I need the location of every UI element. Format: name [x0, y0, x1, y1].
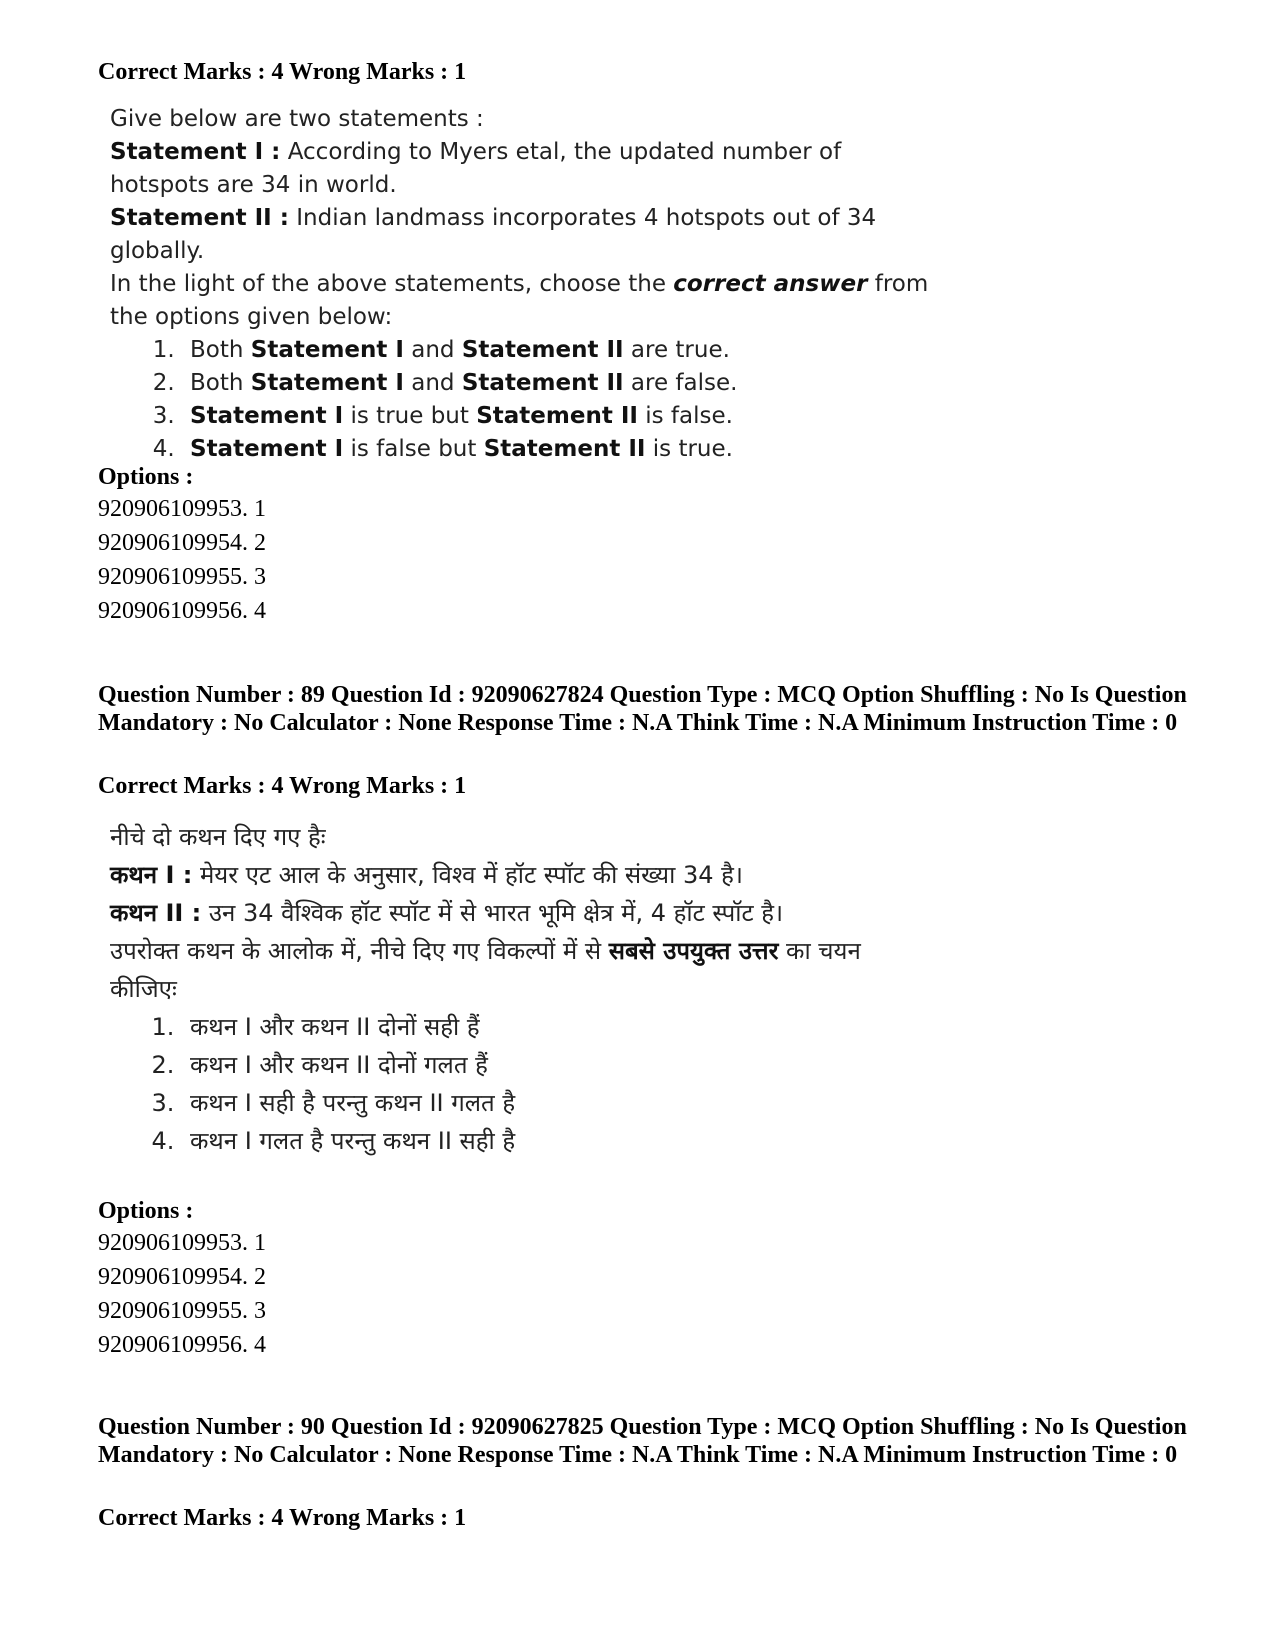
statement-2	[110, 894, 930, 932]
emphasis-text: correct answer	[673, 271, 868, 297]
option-item: 920906109954. 2	[98, 530, 266, 556]
choice-item: 3. Statement I is true but Statement II is false.	[182, 400, 930, 433]
statement-1	[110, 136, 930, 202]
options-list	[98, 1196, 266, 1362]
statement-1-label: कथन I :	[110, 861, 193, 889]
statement-2-label: Statement II :	[110, 205, 289, 231]
question-intro: Give below are two statements :	[110, 106, 484, 132]
question-image-english	[110, 103, 930, 466]
options-label: Options :	[98, 1198, 194, 1224]
choice-list	[110, 334, 930, 466]
correct-wrong-marks: Correct Marks : 4 Wrong Marks : 1	[98, 773, 467, 799]
choice-item: 1. कथन I और कथन II दोनों सही हैं	[182, 1008, 930, 1046]
correct-wrong-marks: Correct Marks : 4 Wrong Marks : 1	[98, 1505, 467, 1531]
emphasis-text: सबसे उपयुक्त उत्तर	[608, 937, 779, 965]
statement-2-text: उन 34 वैश्विक हॉट स्पॉट में से भारत भूमि क्षेत्र में, 4 हॉट स्पॉट है।	[201, 899, 784, 927]
choice-list	[110, 1008, 930, 1160]
choice-item: 4. Statement I is false but Statement II is true.	[182, 433, 930, 466]
question-image-hindi	[110, 818, 930, 1160]
option-item: 920906109953. 1	[98, 496, 266, 522]
choice-item: 3. कथन I सही है परन्तु कथन II गलत है	[182, 1084, 930, 1122]
statement-1-label: Statement I :	[110, 139, 281, 165]
choice-item: 2. Both Statement I and Statement II are false.	[182, 367, 930, 400]
options-label: Options :	[98, 464, 194, 490]
option-item: 920906109955. 3	[98, 564, 266, 590]
choice-item: 2. कथन I और कथन II दोनों गलत हैं	[182, 1046, 930, 1084]
statement-1	[110, 856, 930, 894]
statement-2	[110, 202, 930, 268]
question-intro: नीचे दो कथन दिए गए हैः	[110, 823, 326, 851]
statement-2-label: कथन II :	[110, 899, 202, 927]
option-item: 920906109954. 2	[98, 1264, 266, 1290]
choice-item: 1. Both Statement I and Statement II are true.	[182, 334, 930, 367]
question-header: Question Number : 89 Question Id : 92090627824 Question Type : MCQ Option Shuffling : No Is Question Mandatory : No Calculator : None Response Time : N.A Think Time : N.A Minimum Instruction Time : 0	[98, 682, 1187, 736]
choice-item: 4. कथन I गलत है परन्तु कथन II सही है	[182, 1122, 930, 1160]
correct-wrong-marks: Correct Marks : 4 Wrong Marks : 1	[98, 59, 467, 85]
question-header: Question Number : 90 Question Id : 92090627825 Question Type : MCQ Option Shuffling : No Is Question Mandatory : No Calculator : None Response Time : N.A Think Time : N.A Minimum Instruction Time : 0	[98, 1414, 1187, 1468]
option-item: 920906109953. 1	[98, 1230, 266, 1256]
option-item: 920906109956. 4	[98, 598, 266, 624]
question-instruction: उपरोक्त कथन के आलोक में, नीचे दिए गए विकल्पों में से सबसे उपयुक्त उत्तर का चयन कीजिएः	[110, 937, 861, 1003]
statement-2-text: Indian landmass incorporates 4 hotspots out of 34 globally.	[110, 205, 877, 264]
statement-1-text: According to Myers etal, the updated number of hotspots are 34 in world.	[110, 139, 842, 198]
statement-1-text: मेयर एट आल के अनुसार, विश्व में हॉट स्पॉट की संख्या 34 है।	[192, 861, 743, 889]
options-list	[98, 462, 266, 628]
option-item: 920906109955. 3	[98, 1298, 266, 1324]
option-item: 920906109956. 4	[98, 1332, 266, 1358]
question-instruction: In the light of the above statements, choose the correct answer from the options given below:	[110, 271, 929, 330]
